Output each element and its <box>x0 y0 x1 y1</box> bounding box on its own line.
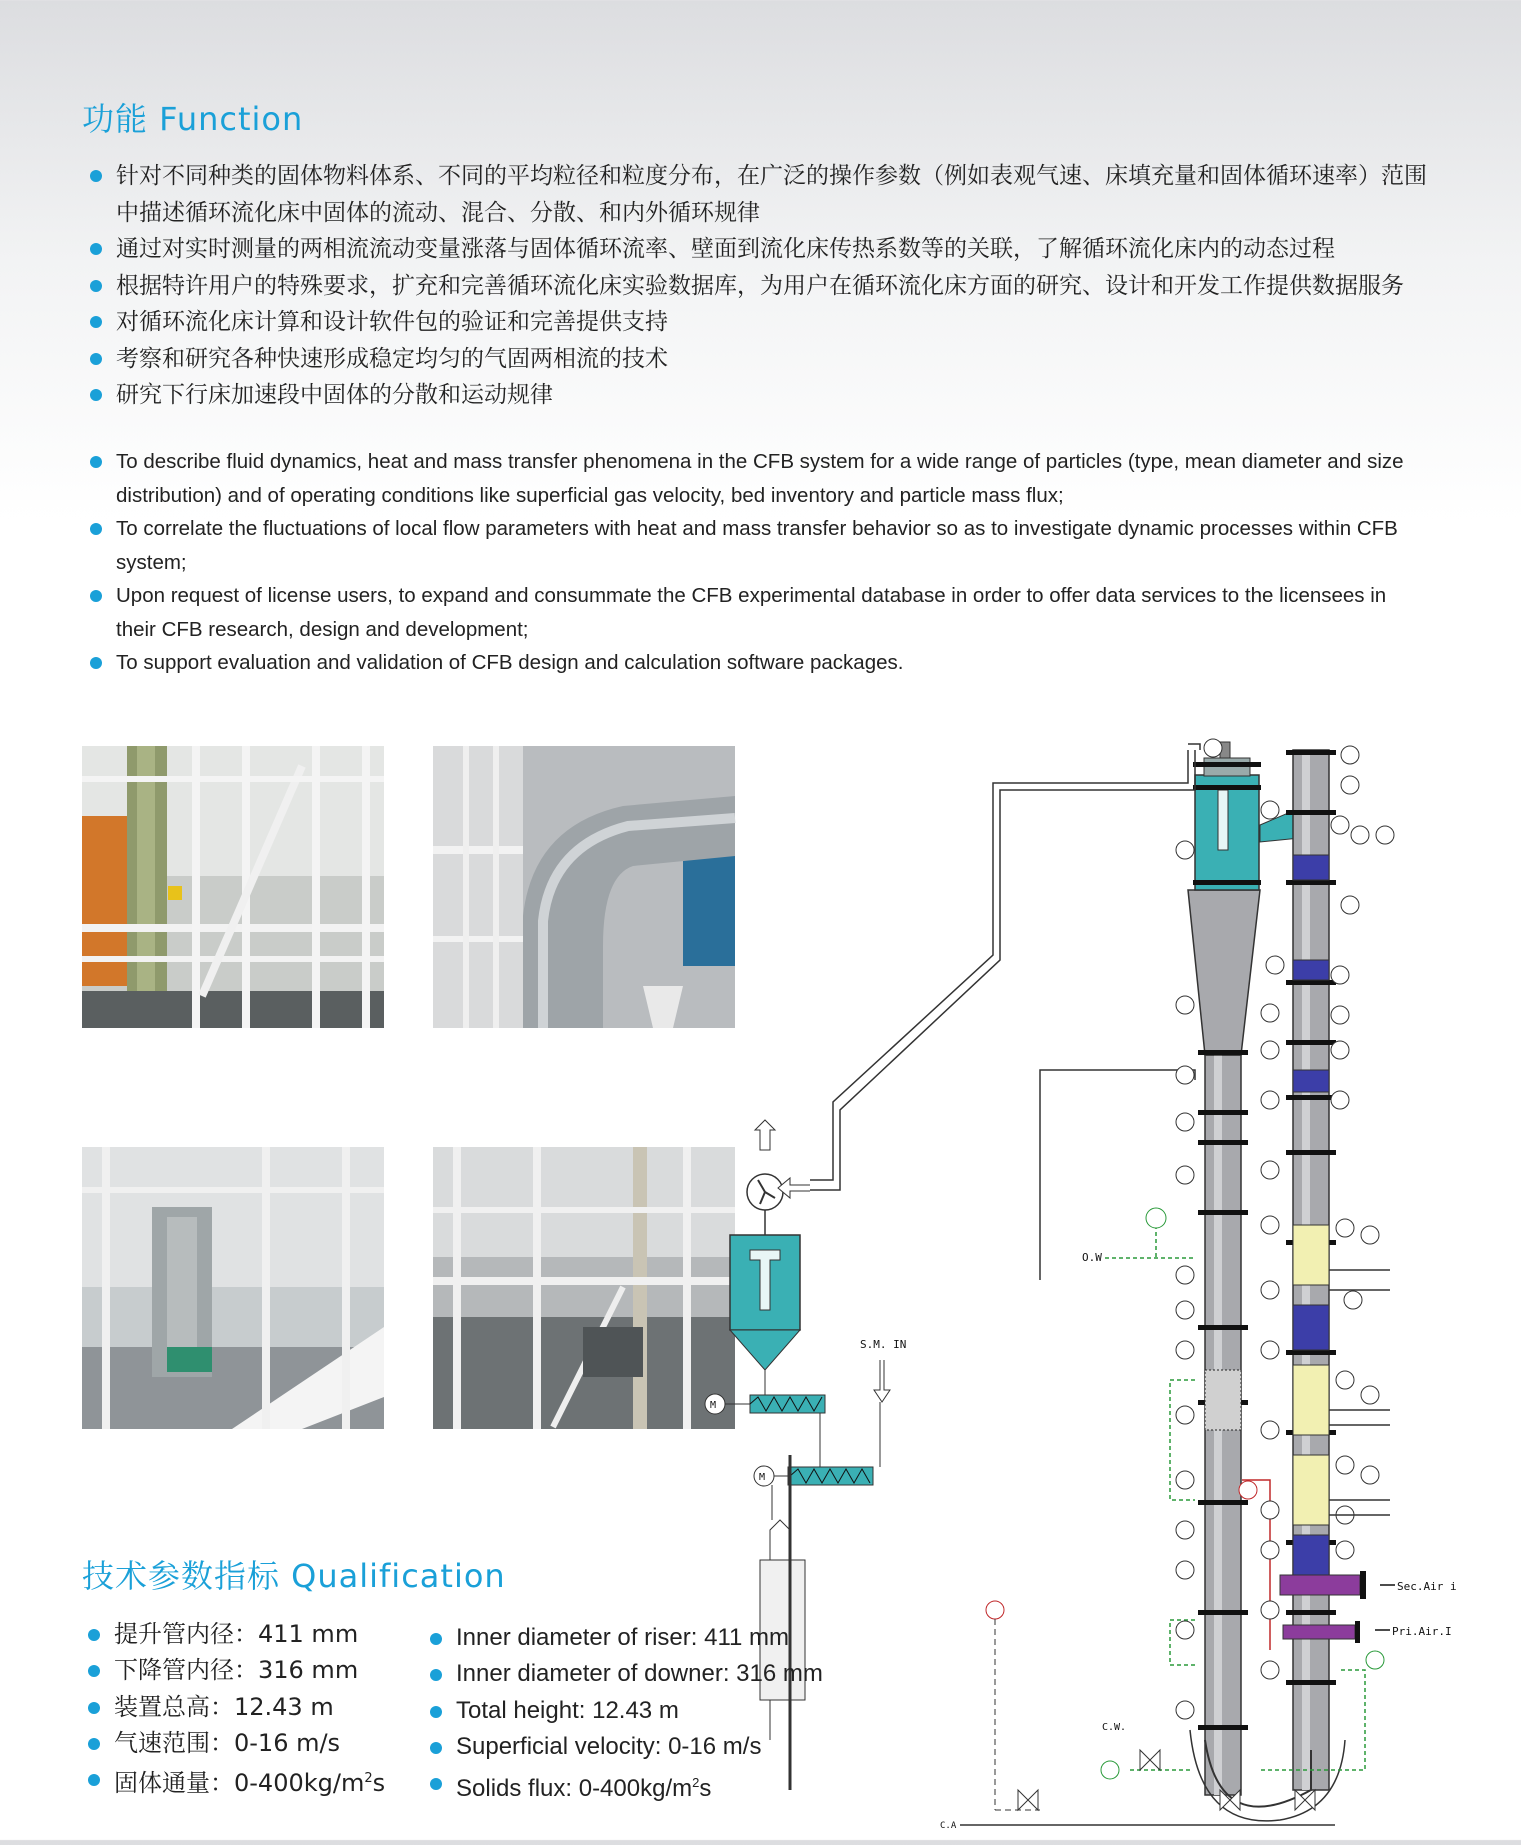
sm-in-label: S.M. IN <box>860 1338 907 1351</box>
qualification-en-item: Total height: 12.43 m <box>430 1693 823 1729</box>
qualification-zh-item: 装置总高：12.43 m <box>88 1689 385 1725</box>
function-zh-item: 研究下行床加速段中固体的分散和运动规律 <box>90 377 1430 414</box>
ca-label: C.A <box>940 1821 957 1831</box>
qualification-zh-item: 提升管内径：411 mm <box>88 1616 385 1652</box>
photo-riser-structure <box>82 746 384 1028</box>
qualification-en-list <box>430 1620 823 1807</box>
photo-duct <box>433 746 735 1028</box>
function-en-item: Upon request of license users, to expand and consummate the CFB experimental database in order to offer data services to the licensees in their CFB research, design and development; <box>90 579 1430 646</box>
function-zh-list <box>90 158 1430 414</box>
function-zh-item: 对循环流化床计算和设计软件包的验证和完善提供支持 <box>90 304 1430 341</box>
function-en-list <box>90 445 1430 680</box>
qualification-en-item: Inner diameter of riser: 411 mm <box>430 1620 823 1656</box>
motor-label-1: M <box>710 1400 717 1411</box>
sec-air-label: Sec.Air i <box>1397 1580 1457 1593</box>
function-en-item: To describe fluid dynamics, heat and mass transfer phenomena in the CFB system for a wide range of particles (type, mean diameter and size distribution) and of operating conditions like superficial gas velocity, bed inventory and particle mass flux; <box>90 445 1430 512</box>
photo-steel-frame <box>433 1147 735 1429</box>
cfb-process-diagram <box>710 730 1500 1840</box>
function-en-item: To support evaluation and validation of CFB design and calculation software packages. <box>90 646 1430 680</box>
function-zh-item: 通过对实时测量的两相流流动变量涨落与固体循环流率、壁面到流化床传热系数等的关联，了解循环流化床内的动态过程 <box>90 231 1430 268</box>
qualification-title: 技术参数指标 Qualification <box>82 1557 506 1595</box>
qualification-en-item: Superficial velocity: 0-16 m/s <box>430 1729 823 1765</box>
qualification-en-item: Solids flux: $0-400kg/m^2s$ <box>430 1765 823 1807</box>
photo-hall-floor <box>82 1147 384 1429</box>
qualification-en-item: Inner diameter of downer: 316 mm <box>430 1656 823 1692</box>
pri-air-label: Pri.Air.I <box>1392 1625 1452 1638</box>
function-zh-item: 根据特许用户的特殊要求，扩充和完善循环流化床实验数据库，为用户在循环流化床方面的研究、设计和开发工作提供数据服务 <box>90 268 1430 305</box>
cw-label: C.W. <box>1102 1722 1127 1733</box>
qualification-zh-item: 下降管内径：316 mm <box>88 1652 385 1688</box>
function-zh-item: 考察和研究各种快速形成稳定均匀的气固两相流的技术 <box>90 341 1430 378</box>
ow-label: O.W <box>1082 1251 1102 1264</box>
function-zh-item: 针对不同种类的固体物料体系、不同的平均粒径和粒度分布，在广泛的操作参数（例如表观气速、床填充量和固体循环速率）范围中描述循环流化床中固体的流动、混合、分散、和内外循环规律 <box>90 158 1430 231</box>
function-en-item: To correlate the fluctuations of local flow parameters with heat and mass transfer behavior so as to investigate dynamic processes within CFB system; <box>90 512 1430 579</box>
function-title: 功能 Function <box>82 100 304 138</box>
qualification-zh-item: 气速范围：0-16 m/s <box>88 1725 385 1761</box>
qualification-zh-list <box>88 1616 385 1801</box>
motor-label-2: M <box>759 1472 766 1483</box>
qualification-zh-item: 固体通量：$0-400kg/m^2s$ <box>88 1761 385 1801</box>
